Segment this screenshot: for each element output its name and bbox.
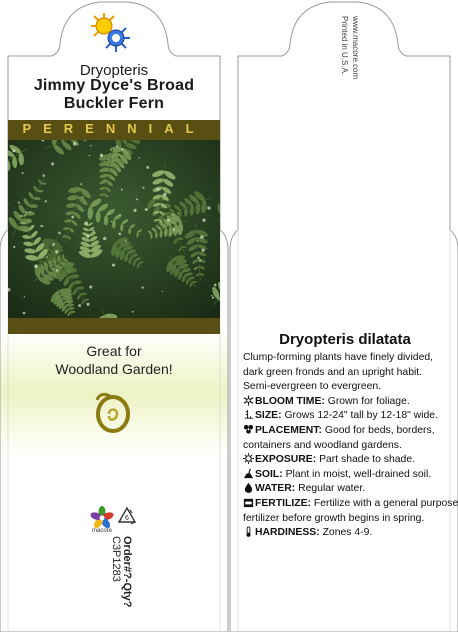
- fern-highlight: [136, 198, 138, 200]
- fern-highlight: [109, 213, 110, 214]
- fern-highlight: [121, 189, 123, 191]
- fern-highlight: [112, 156, 113, 157]
- description-line: Semi-evergreen to evergreen.: [243, 381, 382, 393]
- recycle-code: 6: [125, 515, 129, 522]
- soil-label: SOIL:: [255, 468, 283, 480]
- exposure-label: EXPOSURE:: [255, 454, 317, 466]
- fern-highlight: [73, 142, 77, 146]
- sun-icon: [243, 453, 254, 464]
- fern-highlight: [46, 256, 48, 258]
- fern-highlight: [78, 304, 81, 307]
- placement-icon: [243, 424, 254, 435]
- fern-highlight: [146, 166, 149, 169]
- size-row: [243, 409, 453, 424]
- fern-highlight: [111, 221, 112, 222]
- sun-shade-icon: [88, 10, 132, 54]
- fern-highlight: [84, 221, 88, 225]
- fern-highlight: [90, 145, 92, 147]
- common-name-line-1: Jimmy Dyce's Broad: [33, 77, 195, 94]
- fertilizer-icon: [243, 497, 254, 508]
- fern-highlight: [23, 312, 26, 315]
- placement-value-line-2: containers and woodland gardens.: [243, 439, 402, 451]
- fern-highlight: [58, 232, 61, 235]
- fertilize-value-line-2: fertilizer before growth begins in spring.: [243, 512, 425, 524]
- placement-row: [243, 424, 453, 439]
- size-value: Grows 12-24" tall by 12-18" wide.: [284, 410, 438, 422]
- fern-highlight: [200, 235, 204, 239]
- fern-highlight: [89, 155, 91, 157]
- bloom-time-value: Grown for foliage.: [327, 395, 410, 407]
- fern-highlight: [52, 243, 55, 246]
- plant-genus: Dryopteris: [79, 62, 149, 79]
- fern-highlight: [145, 208, 148, 211]
- fern-highlight: [212, 297, 214, 299]
- fern-highlight: [177, 213, 178, 214]
- fern-highlight: [26, 211, 27, 212]
- fern-highlight: [121, 148, 123, 150]
- fern-highlight: [173, 228, 175, 230]
- fern-highlight: [197, 240, 198, 241]
- fern-highlight: [29, 211, 31, 213]
- fern-highlight: [87, 303, 90, 306]
- fertilize-value: Fertilize with a general purpose: [313, 497, 458, 509]
- fern-highlight: [197, 257, 199, 259]
- size-label: SIZE:: [255, 410, 282, 422]
- fern-highlight: [112, 264, 115, 267]
- fern-highlight: [118, 233, 121, 236]
- fern-highlight: [119, 214, 120, 215]
- fern-highlight: [202, 249, 205, 252]
- fern-highlight: [162, 291, 163, 292]
- print-info: [339, 16, 369, 106]
- water-value: Regular water.: [298, 483, 366, 495]
- snowflake-icon: [243, 395, 254, 406]
- fern-highlight: [86, 234, 89, 237]
- fern-highlight: [142, 287, 144, 289]
- fern-highlight: [43, 174, 45, 176]
- fern-highlight: [80, 183, 82, 185]
- photo-bottom-bar: [8, 318, 220, 334]
- thermometer-icon: [243, 526, 254, 537]
- fern-highlight: [202, 218, 205, 221]
- brand-label: macore: [91, 528, 112, 534]
- fern-highlight: [45, 200, 47, 202]
- soil-value: Plant in moist, well-drained soil.: [285, 468, 432, 480]
- fern-highlight: [211, 295, 213, 297]
- recycle-icon: [117, 506, 137, 528]
- fern-highlight: [142, 187, 144, 189]
- fern-highlight: [51, 162, 54, 165]
- fern-highlight: [34, 264, 38, 268]
- plant-photo: [8, 140, 220, 318]
- printed-in-label: Printed in U.S.A.: [340, 16, 349, 76]
- hardiness-label: HARDINESS:: [255, 527, 320, 539]
- fern-highlight: [194, 268, 195, 269]
- exposure-value: Part shade to shade.: [319, 454, 415, 466]
- fern-highlight: [40, 225, 42, 227]
- fern-highlight: [18, 202, 20, 204]
- order-info: [110, 536, 136, 616]
- tagline-line-2: Woodland Garden!: [55, 361, 173, 377]
- description-line: dark green fronds and an upright habit.: [243, 366, 423, 378]
- shovel-icon: [243, 468, 254, 479]
- fertilize-row: [243, 497, 458, 512]
- exposure-row: [243, 453, 453, 468]
- soil-row: [243, 468, 453, 483]
- fern-highlight: [22, 172, 24, 174]
- order-text: Order#?-Qty?: [121, 536, 133, 608]
- fern-highlight: [92, 230, 94, 232]
- fern-highlight: [132, 311, 134, 313]
- plant-common-name: [8, 77, 220, 113]
- common-name-line-2: Buckler Fern: [63, 95, 165, 112]
- water-label: WATER:: [255, 483, 296, 495]
- fern-highlight: [139, 157, 140, 158]
- fern-highlight: [167, 219, 170, 222]
- tagline-line-1: Great for: [86, 343, 142, 359]
- fern-highlight: [12, 149, 15, 152]
- care-instructions: [243, 351, 458, 541]
- fern-highlight: [214, 284, 217, 287]
- fern-highlight: [89, 286, 92, 289]
- fertilize-label: FERTILIZE:: [255, 497, 311, 509]
- fern-highlight: [125, 240, 126, 241]
- seed-logo-icon: [93, 390, 133, 434]
- hardiness-row: [243, 526, 453, 541]
- tagline: [14, 342, 214, 378]
- fern-highlight: [55, 250, 58, 253]
- bloom-time-row: [243, 395, 453, 410]
- fern-highlight: [82, 196, 84, 198]
- fern-highlight: [199, 260, 201, 262]
- macore-logo-icon: [90, 506, 114, 530]
- fern-photo-illustration: [8, 140, 220, 318]
- website-label: www.macore.com: [351, 16, 360, 80]
- fern-highlight: [24, 296, 25, 297]
- description-line: Clump-forming plants have finely divided,: [243, 352, 434, 363]
- fern-highlight: [116, 145, 118, 147]
- fern-highlight: [133, 209, 136, 212]
- placement-label: PLACEMENT:: [255, 424, 322, 436]
- fern-highlight: [71, 216, 74, 219]
- botanical-name: Dryopteris dilatata: [279, 331, 411, 348]
- fern-highlight: [100, 154, 103, 157]
- bloom-time-label: BLOOM TIME:: [255, 395, 325, 407]
- fern-highlight: [207, 206, 210, 209]
- item-code: C3P1283: [110, 536, 122, 582]
- fern-highlight: [163, 193, 166, 196]
- fern-highlight: [103, 237, 106, 240]
- category-label: PERENNIAL: [22, 121, 206, 136]
- water-drop-icon: [243, 482, 254, 493]
- placement-value: Good for beds, borders,: [324, 424, 435, 436]
- fern-highlight: [157, 188, 160, 191]
- fern-highlight: [56, 269, 58, 271]
- ruler-icon: [243, 409, 254, 420]
- fern-highlight: [13, 246, 15, 248]
- hardiness-value: Zones 4-9.: [322, 527, 373, 539]
- water-row: [243, 482, 453, 497]
